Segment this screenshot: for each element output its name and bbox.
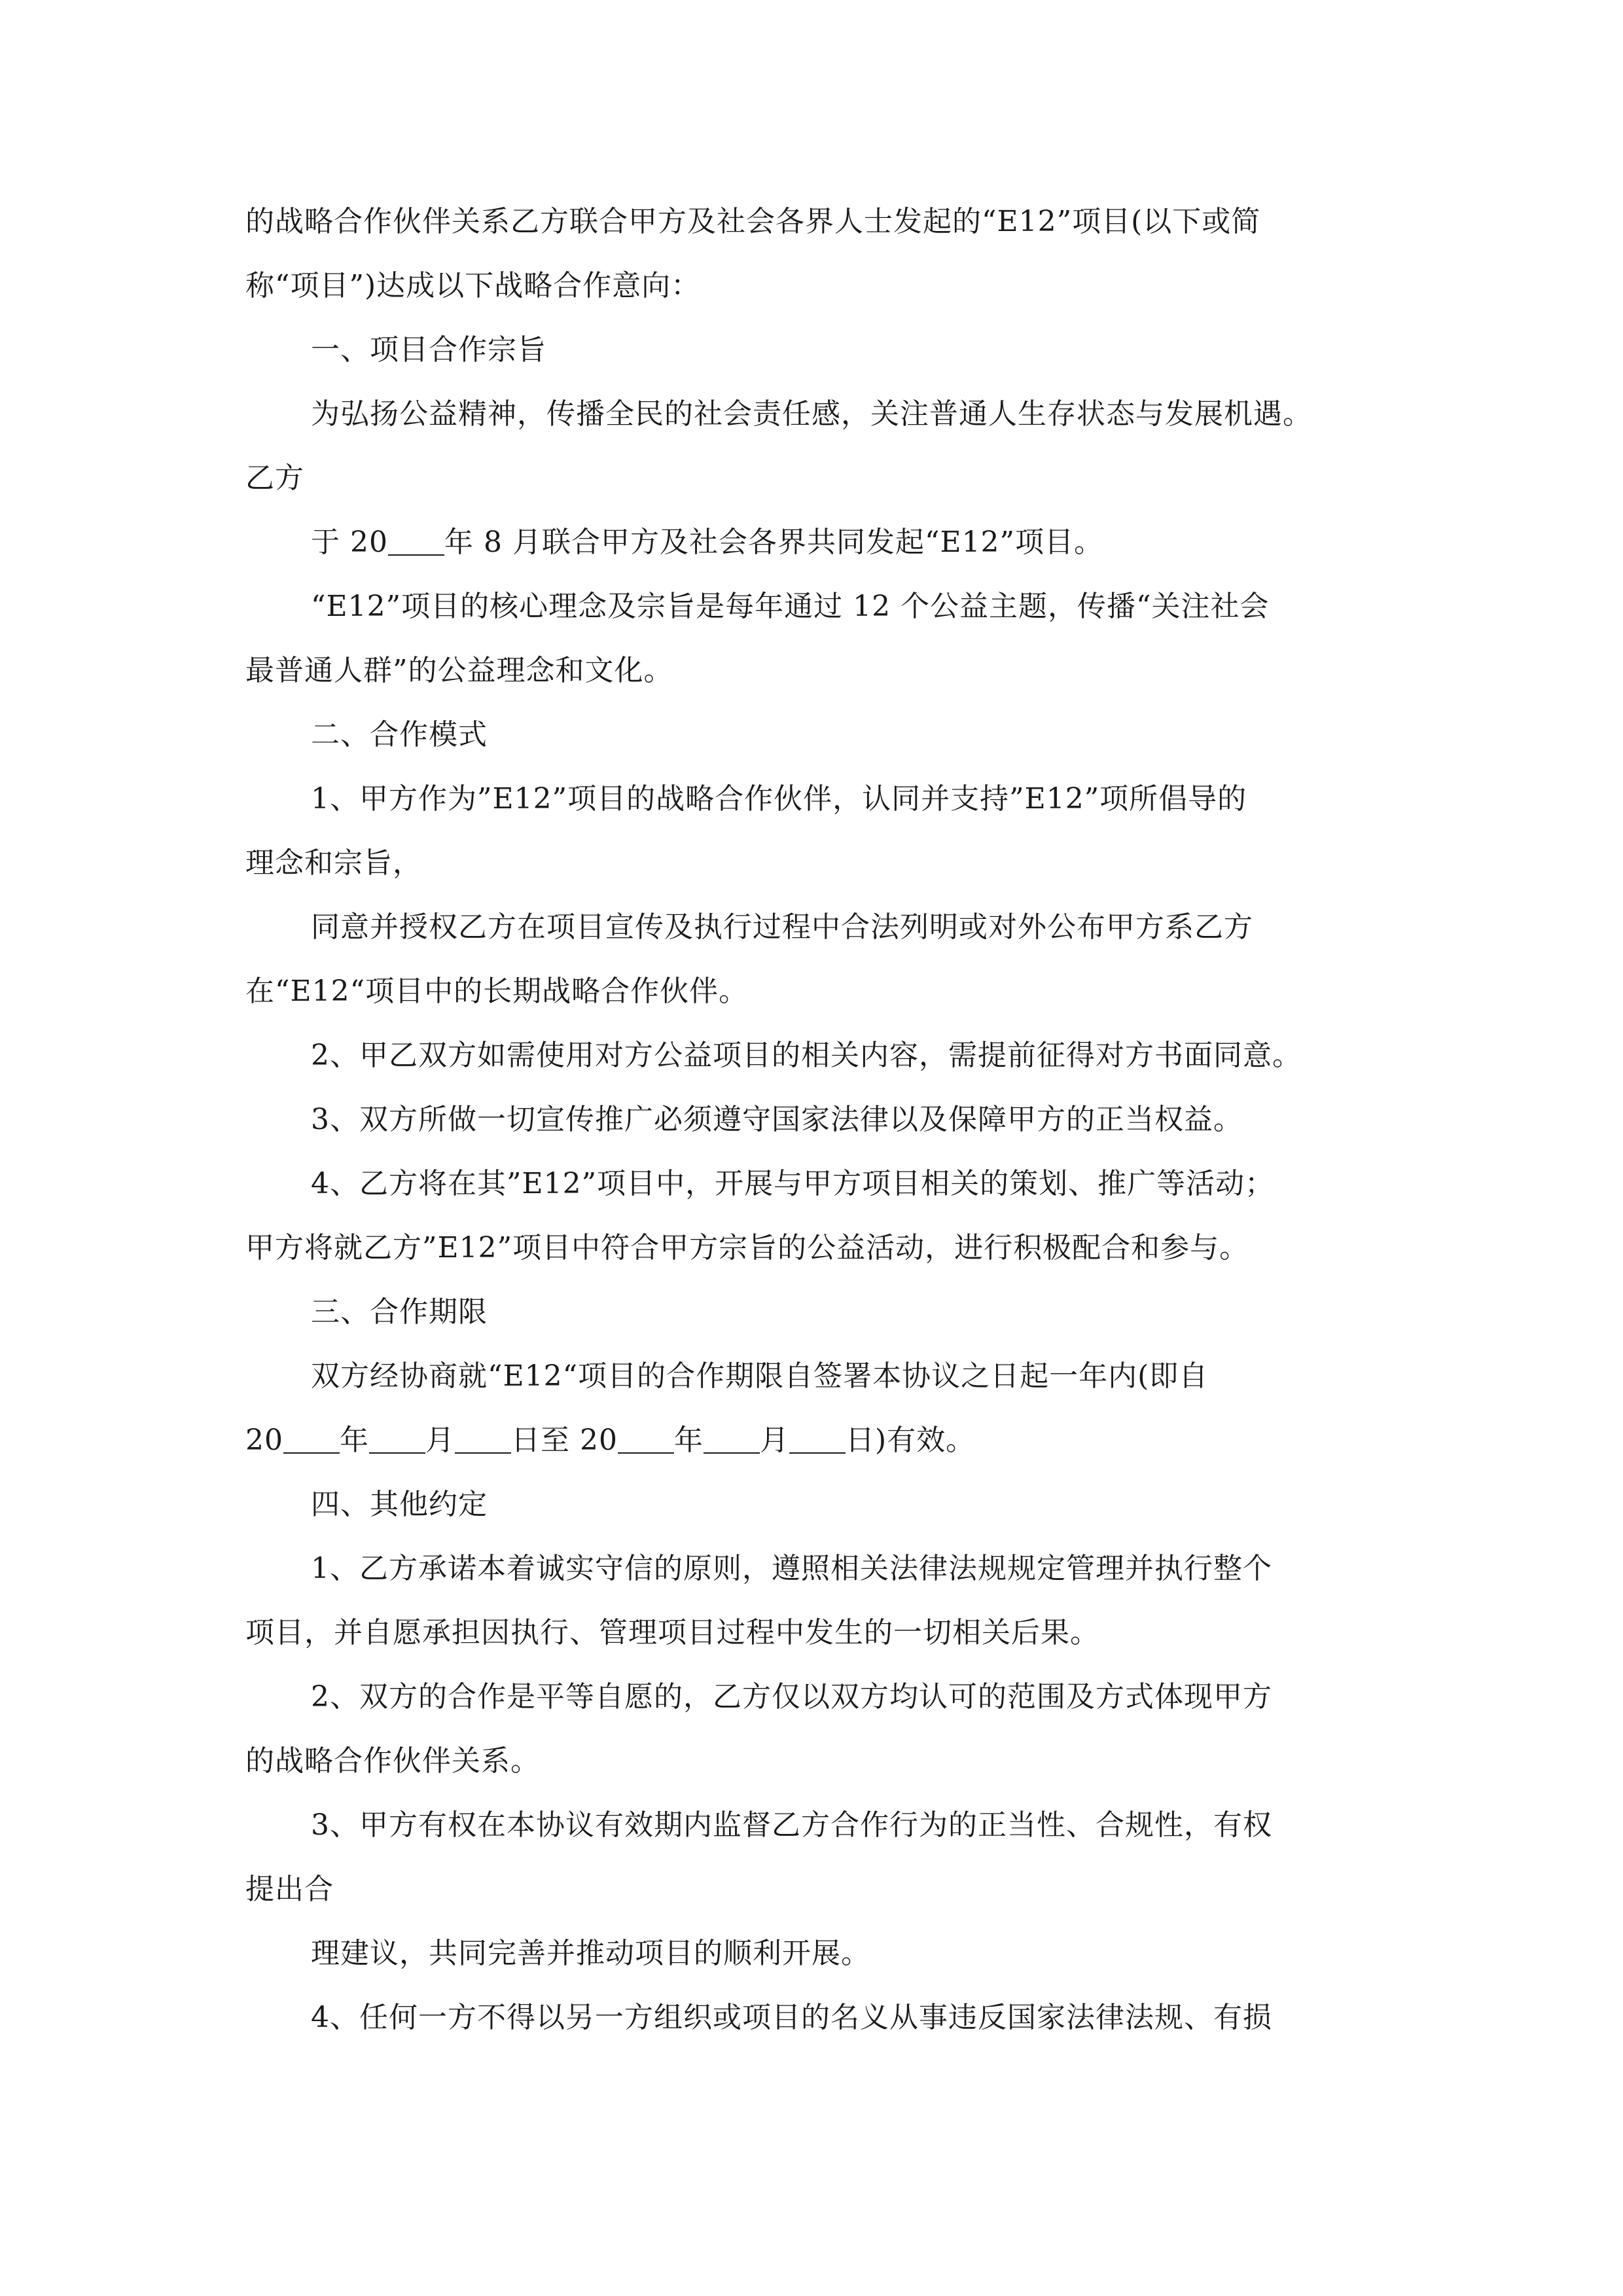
paragraph-line: [245, 511, 1381, 575]
paragraph-line: 3、双方所做一切宣传推广必须遵守国家法律以及保障甲方的正当权益。: [311, 1103, 1243, 1136]
fill-in-blank: [455, 1426, 511, 1454]
fill-in-blank: [789, 1426, 846, 1454]
text-fragment: 月: [759, 1424, 789, 1457]
paragraph-line: 4、任何一方不得以另一方组织或项目的名义从事违反国家法律法规、有损: [311, 2001, 1272, 2034]
paragraph-line: 的战略合作伙伴关系乙方联合甲方及社会各界人士发起的“E12”项目(以下或简: [245, 205, 1261, 238]
paragraph-line: 3、甲方有权在本协议有效期内监督乙方合作行为的正当性、合规性，有权: [311, 1808, 1272, 1842]
paragraph-line: 提出合: [245, 1873, 334, 1906]
fill-in-blank: [369, 1426, 425, 1454]
text-fragment: 于 20: [311, 526, 388, 559]
text-fragment: 年: [340, 1424, 369, 1457]
paragraph-line: 2、甲乙双方如需使用对方公益项目的相关内容，需提前征得对方书面同意。: [311, 1039, 1302, 1072]
paragraph-line: 的战略合作伙伴关系。: [245, 1744, 540, 1778]
paragraph-line: 理建议，共同完善并推动项目的顺利开展。: [311, 1937, 870, 1970]
paragraph-line: 乙方: [245, 461, 304, 495]
paragraph-line: 双方经协商就“E12“项目的合作期限自签署本协议之日起一年内(即自: [311, 1359, 1209, 1393]
paragraph-line: 理念和宗旨，: [245, 846, 422, 880]
text-fragment: 年: [673, 1424, 704, 1457]
text-fragment: 月: [425, 1424, 455, 1457]
section-heading-other: 四、其他约定: [311, 1488, 488, 1521]
paragraph-line: 4、乙方将在其”E12”项目中，开展与甲方项目相关的策划、推广等活动；: [311, 1167, 1275, 1200]
paragraph-line: 2、双方的合作是平等自愿的，乙方仅以双方均认可的范围及方式体现甲方: [311, 1680, 1272, 1713]
text-fragment: 日至 20: [511, 1424, 618, 1457]
paragraph-line: “E12”项目的核心理念及宗旨是每年通过 12 个公益主题，传播“关注社会: [311, 590, 1270, 623]
section-heading-purpose: 一、项目合作宗旨: [311, 333, 546, 367]
paragraph-line: 在“E12“项目中的长期战略合作伙伴。: [245, 975, 749, 1008]
text-fragment: 年 8 月联合甲方及社会各界共同发起“E12”项目。: [444, 526, 1104, 559]
paragraph-line: 称“项目”)达成以下战略合作意向：: [245, 269, 701, 302]
paragraph-line-date-range: [245, 1408, 1381, 1473]
fill-in-blank: [283, 1426, 340, 1454]
paragraph-line: 1、乙方承诺本着诚实守信的原则，遵照相关法律法规规定管理并执行整个: [311, 1552, 1272, 1585]
text-fragment: 20: [245, 1424, 283, 1457]
fill-in-blank: [618, 1426, 674, 1454]
text-fragment: 日)有效。: [845, 1424, 976, 1457]
fill-in-blank: [704, 1426, 760, 1454]
paragraph-line: 为弘扬公益精神，传播全民的社会责任感，关注普通人生存状态与发展机遇。: [311, 397, 1312, 431]
paragraph-line: 1、甲方作为”E12”项目的战略合作伙伴，认同并支持”E12”项所倡导的: [311, 782, 1247, 816]
paragraph-line: 项目，并自愿承担因执行、管理项目过程中发生的一切相关后果。: [245, 1616, 1099, 1649]
paragraph-line: 同意并授权乙方在项目宣传及执行过程中合法列明或对外公布甲方系乙方: [311, 910, 1253, 944]
paragraph-line: 最普通人群”的公益理念和文化。: [245, 654, 673, 687]
document-body: [245, 190, 1381, 2050]
paragraph-line: 甲方将就乙方”E12”项目中符合甲方宗旨的公益活动，进行积极配合和参与。: [245, 1231, 1249, 1265]
section-heading-cooperation-mode: 二、合作模式: [311, 718, 488, 751]
fill-in-blank: [388, 528, 444, 556]
section-heading-term: 三、合作期限: [311, 1295, 488, 1329]
